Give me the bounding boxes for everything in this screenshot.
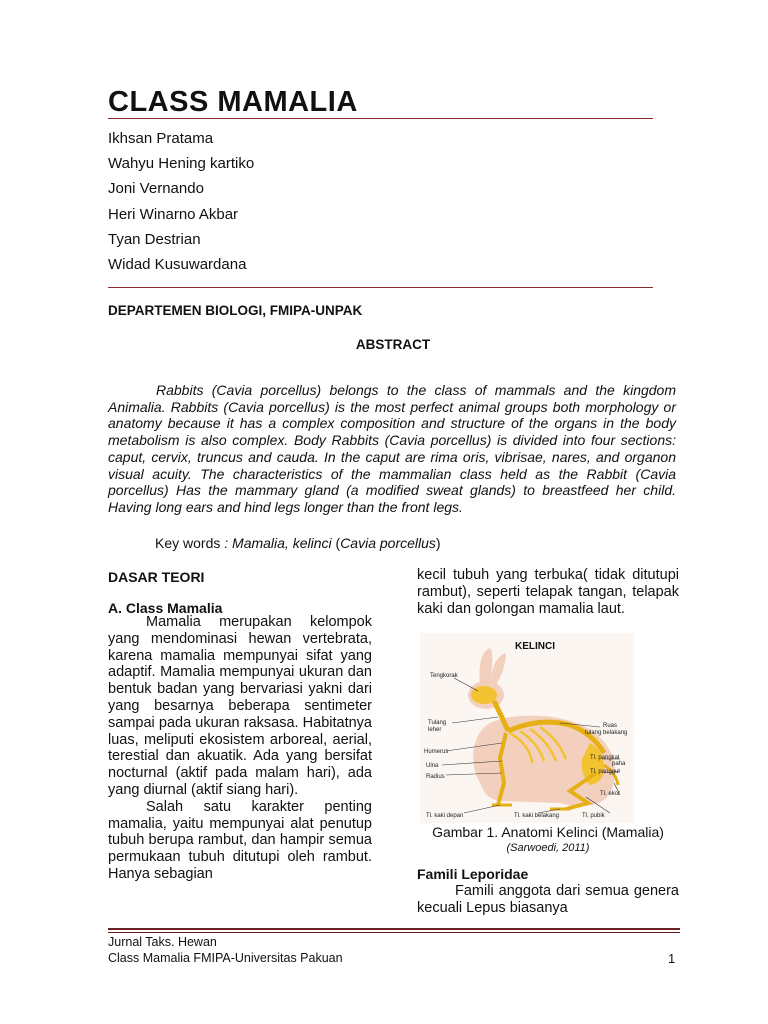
label-ruas: tulang belakang	[585, 730, 628, 736]
page-number: 1	[668, 951, 676, 966]
section-heading-dasar-teori: DASAR TEORI	[108, 569, 205, 585]
label-pangkal-paha: Tl. pangkal	[590, 755, 620, 761]
label-ekor: Tl. ekor	[600, 791, 621, 797]
author-name: Widad Kusuwardana	[108, 256, 247, 273]
label-kaki-belakang: Tl. kaki belakang	[514, 813, 560, 819]
abstract-text: Rabbits (Cavia porcellus) belongs to the class of mammals and the kingdom Animalia. Rabbits (Cavia porcellus) is the most perfect animal groups both morphology or anatomy because it has a complex composition and structure of the organs in the body metabolism is also complex. Body Rabbits (Cavia porcellus) is divided into four sections: caput, cervix, truncus and cauda. In the caput are rima oris, vibrisae, nares, and organon visual acuity. The characteristics of the mammalian class held as the Rabbit (Cavia porcellus) Has the mammary gland (a modified sweat glands) to breastfeed her child. Having long ears and hind legs longer than the front legs.	[108, 382, 676, 515]
label-pangkal-paha: paha	[612, 761, 626, 767]
department: DEPARTEMEN BIOLOGI, FMIPA-UNPAK	[108, 303, 363, 318]
right-column-intro: kecil tubuh yang terbuka( tidak ditutupi rambut), seperti telapak tangan, telapak kaki dan golongan mamalia laut.	[417, 567, 679, 617]
keywords-species: Cavia porcellus	[340, 535, 436, 551]
paragraph: Mamalia merupakan kelompok yang mendominasi hewan vertebrata, karena mamalia mempunyai sifat yang adaptif. Mamalia mempunyai ukuran dan bentuk badan yang bervariasi yakni dari yang besarnya beberapa sentimeter sampai pada ukuran raksasa. Habitatnya luas, meliputi ekosistem arboreal, aerial, terestial dan akuatik. Ada yang bersifat nocturnal (aktif pada malam hari), ada yang diurnal (aktif siang hari).	[108, 614, 372, 798]
paragraph: Salah satu karakter penting mamalia, yaitu mempunyai alat penutup tubuh berupa rambut, dan hampir semua permukaan tubuh ditutupi oleh rambut. Hanya sebagian	[108, 798, 372, 882]
label-tulang-leher: leher	[428, 727, 442, 733]
author-name: Tyan Destrian	[108, 231, 201, 248]
label-kaki-depan: Tl. kaki depan	[426, 813, 464, 819]
footer-rule	[108, 928, 680, 930]
subsection-heading-famili-leporidae: Famili Leporidae	[417, 866, 529, 882]
right-column-body	[417, 883, 679, 917]
keywords-close: )	[435, 535, 441, 551]
label-humerus: Humerus	[424, 749, 449, 755]
paragraph: Famili anggota dari semua genera kecuali Lepus biasanya	[417, 883, 679, 916]
rabbit-anatomy-figure	[420, 633, 634, 823]
keywords-label: Key words	[155, 535, 221, 551]
paper-title: CLASS MAMALIA	[108, 86, 358, 118]
footer-institution: Class Mamalia FMIPA-Universitas Pakuan	[108, 951, 343, 965]
footer-journal: Jurnal Taks. Hewan	[108, 935, 217, 949]
left-column-body	[108, 614, 372, 883]
author-name: Joni Vernando	[108, 180, 204, 197]
footer-rule-thin	[108, 932, 680, 933]
figure-citation: (Sarwoedi, 2011)	[506, 842, 590, 854]
abstract-heading: ABSTRACT	[355, 337, 431, 352]
label-tengkorak: Tengkorak	[430, 673, 458, 679]
keywords-terms: Mamalia, kelinci	[232, 535, 332, 551]
author-name: Heri Winarno Akbar	[108, 206, 239, 223]
label-tulang-leher: Tulang	[428, 720, 447, 726]
label-radius: Radius	[426, 774, 445, 780]
figure-title: KELINCI	[515, 641, 555, 652]
label-pubik: Tl. pubik	[582, 813, 605, 819]
subsection-heading-class-mamalia: A. Class Mamalia	[108, 600, 223, 616]
label-ruas: Ruas	[603, 723, 618, 729]
keywords-line	[155, 535, 441, 551]
title-divider	[108, 118, 653, 119]
keywords-separator: :	[220, 535, 233, 551]
author-name: Wahyu Hening kartiko	[108, 155, 255, 172]
author-name: Ikhsan Pratama	[108, 130, 214, 147]
figure-caption: Gambar 1. Anatomi Kelinci (Mamalia)	[432, 824, 664, 840]
label-ulna: Ulna	[426, 763, 439, 769]
authors-divider	[108, 287, 653, 288]
rabbit-skeleton-illustration	[420, 633, 634, 823]
keywords-open: (	[331, 535, 341, 551]
label-panggul: Tl. panggul	[590, 769, 620, 775]
